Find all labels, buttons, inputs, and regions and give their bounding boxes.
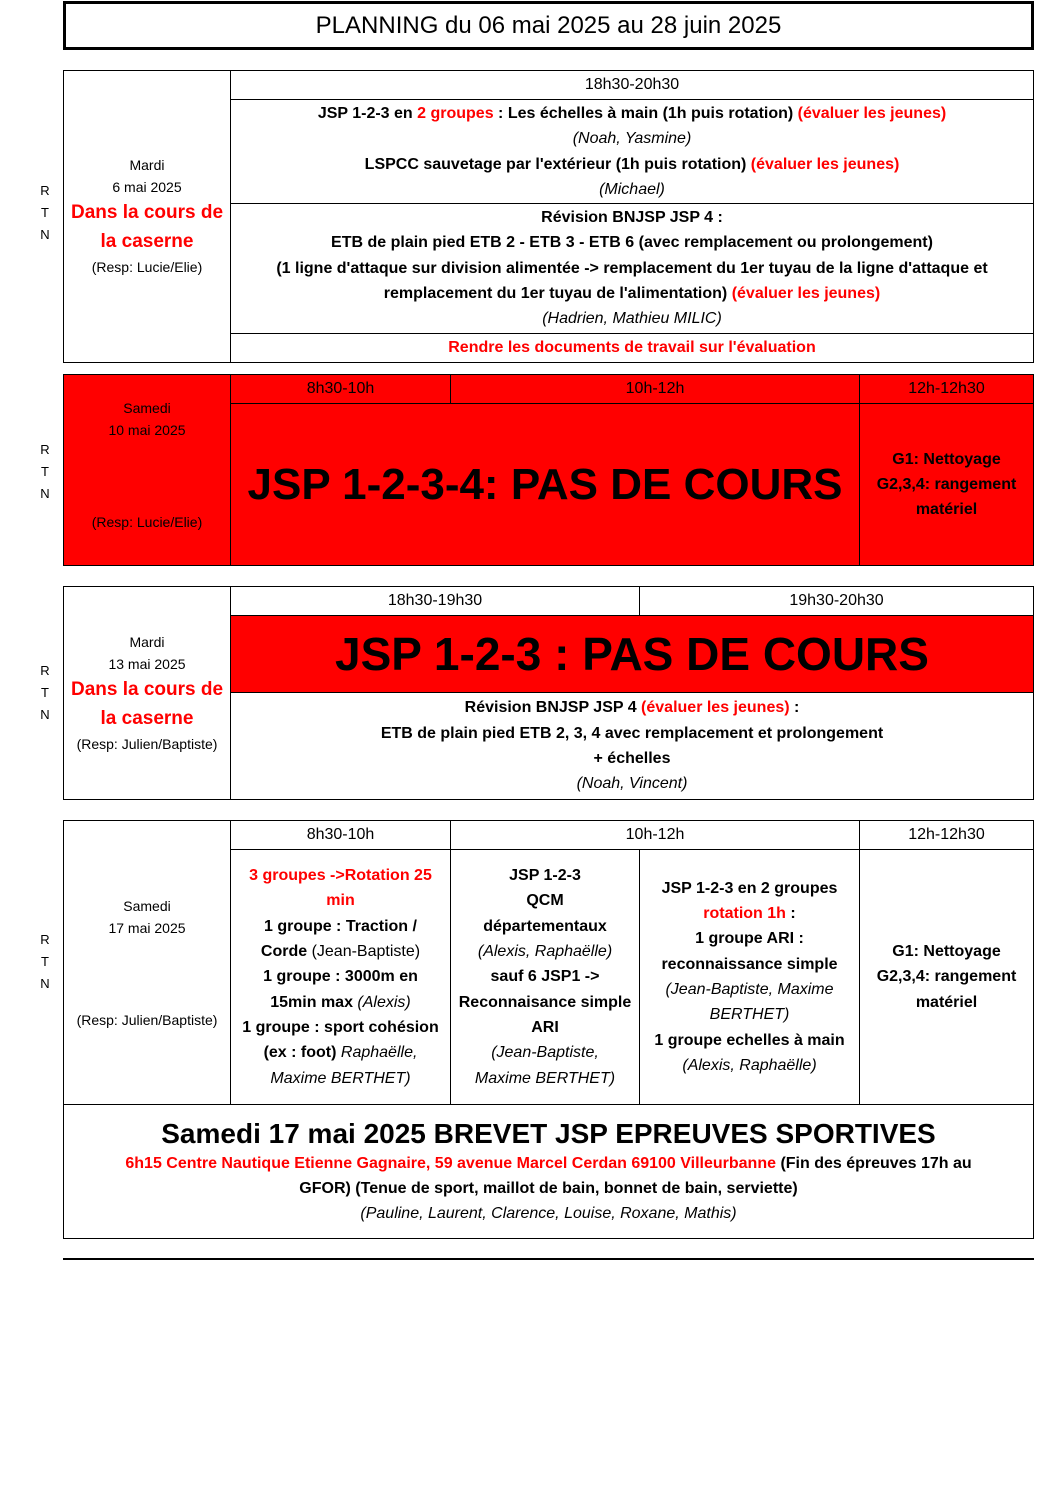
day-name: Mardi: [129, 157, 165, 174]
activity-cell: JSP 1-2-3 en 2 groupes : Les échelles à main (1h puis rotation) (évaluer les jeunes) (Noah, Yasmine) LSPCC sauvetage par l'extérieur (1h puis rotation) (évaluer les jeunes) (Michael): [231, 100, 1034, 204]
location-line-1: Dans la cours de: [70, 679, 224, 700]
day-name: Samedi: [123, 897, 171, 914]
day-date: 6 mai 2025: [112, 179, 182, 196]
time-slot: 18h30-20h30: [231, 71, 1034, 100]
time-slot-2: 10h-12h: [451, 375, 860, 404]
time-slot-3: 12h-12h30: [860, 821, 1034, 850]
rtn-label-1: R T N: [40, 183, 50, 242]
time-slot-1: 8h30-10h: [231, 821, 451, 850]
brevet-title: Samedi 17 mai 2025 BREVET JSP EPREUVES SPORTIVES: [161, 1117, 936, 1149]
bottom-divider: [63, 1258, 1034, 1260]
day-name: Samedi: [123, 400, 171, 416]
schedule-block-tuesday-may-6: [63, 70, 1034, 357]
day-date: 13 mai 2025: [108, 656, 186, 672]
activity-rotation-cell: 3 groupes ->Rotation 25 min 1 groupe : Traction / Corde (Jean-Baptiste) 1 groupe : 3000m en 15min max (Alexis) 1 groupe : sport cohésion (ex : foot) Raphaëlle, Maxime BERTHET): [231, 850, 451, 1105]
rtn-label-3: R T N: [40, 663, 50, 722]
schedule-block-tuesday-may-13: [63, 586, 1034, 800]
responsible: (Resp: Julien/Baptiste): [76, 1011, 218, 1028]
no-class-banner: JSP 1-2-3 : PAS DE COURS: [231, 616, 1034, 693]
day-date: 17 mai 2025: [108, 919, 186, 936]
cleanup-cell: G1: Nettoyage G2,3,4: rangement matériel: [860, 850, 1034, 1105]
day-cell: [64, 375, 231, 566]
cleanup-cell: G1: Nettoyage G2,3,4: rangement matériel: [860, 404, 1034, 566]
day-cell: [64, 587, 231, 800]
location-line-2: la caserne: [100, 231, 194, 253]
responsible: (Resp: Lucie/Elie): [91, 259, 203, 276]
rtn-label-4: R T N: [40, 932, 50, 991]
page-title: PLANNING du 06 mai 2025 au 28 juin 2025: [63, 1, 1034, 50]
no-class-banner: JSP 1-2-3-4: PAS DE COURS: [231, 404, 860, 566]
revision-cell: Révision BNJSP JSP 4 : ETB de plain pied ETB 2 - ETB 3 - ETB 6 (avec remplacement ou prolongement) (1 ligne d'attaque sur division alimentée -> remplacement du 1er tuyau de la ligne d'attaque et remplacement du 1er tuyau de l'alimentation) (évaluer les jeunes) (Hadrien, Mathieu MILIC): [231, 204, 1034, 333]
activity-ari-cell: JSP 1-2-3 en 2 groupes rotation 1h : 1 groupe ARI : reconnaissance simple (Jean-Baptiste, Maxime BERTHET) 1 groupe echelles à main (Alexis, Raphaëlle): [640, 850, 860, 1105]
responsible: (Resp: Lucie/Elie): [91, 514, 203, 530]
location-line-1: Dans la cours de: [70, 202, 224, 224]
day-date: 10 mai 2025: [108, 422, 186, 438]
time-slot-2: 10h-12h: [451, 821, 860, 850]
time-slot-1: 8h30-10h: [231, 375, 451, 404]
location-line-2: la caserne: [100, 708, 194, 729]
responsible: (Resp: Julien/Baptiste): [76, 736, 218, 752]
documents-note: Rendre les documents de travail sur l'évaluation: [231, 333, 1034, 362]
brevet-announcement: Samedi 17 mai 2025 BREVET JSP EPREUVES SPORTIVES 6h15 Centre Nautique Etienne Gagnaire, 59 avenue Marcel Cerdan 69100 Villeurbanne (Fin des épreuves 17h au GFOR) (Tenue de sport, maillot de bain, bonnet de bain, serviette) (Pauline, Laurent, Clarence, Louise, Roxane, Mathis): [64, 1105, 1034, 1239]
schedule-block-saturday-may-17: [63, 820, 1034, 1239]
day-name: Mardi: [129, 634, 165, 650]
activity-qcm-cell: JSP 1-2-3 QCM départementaux (Alexis, Raphaëlle) sauf 6 JSP1 -> Reconnaisance simple ARI (Jean-Baptiste, Maxime BERTHET): [451, 850, 640, 1105]
schedule-block-saturday-may-10: [63, 374, 1034, 566]
time-slot-1: 18h30-19h30: [231, 587, 640, 616]
time-slot-2: 19h30-20h30: [640, 587, 1034, 616]
revision-cell: Révision BNJSP JSP 4 (évaluer les jeunes) : ETB de plain pied ETB 2, 3, 4 avec remplacement et prolongement + échelles (Noah, Vincent): [231, 693, 1034, 800]
time-slot-3: 12h-12h30: [860, 375, 1034, 404]
rtn-label-2: R T N: [40, 442, 50, 501]
day-cell: [64, 821, 231, 1105]
day-cell: [64, 71, 231, 363]
